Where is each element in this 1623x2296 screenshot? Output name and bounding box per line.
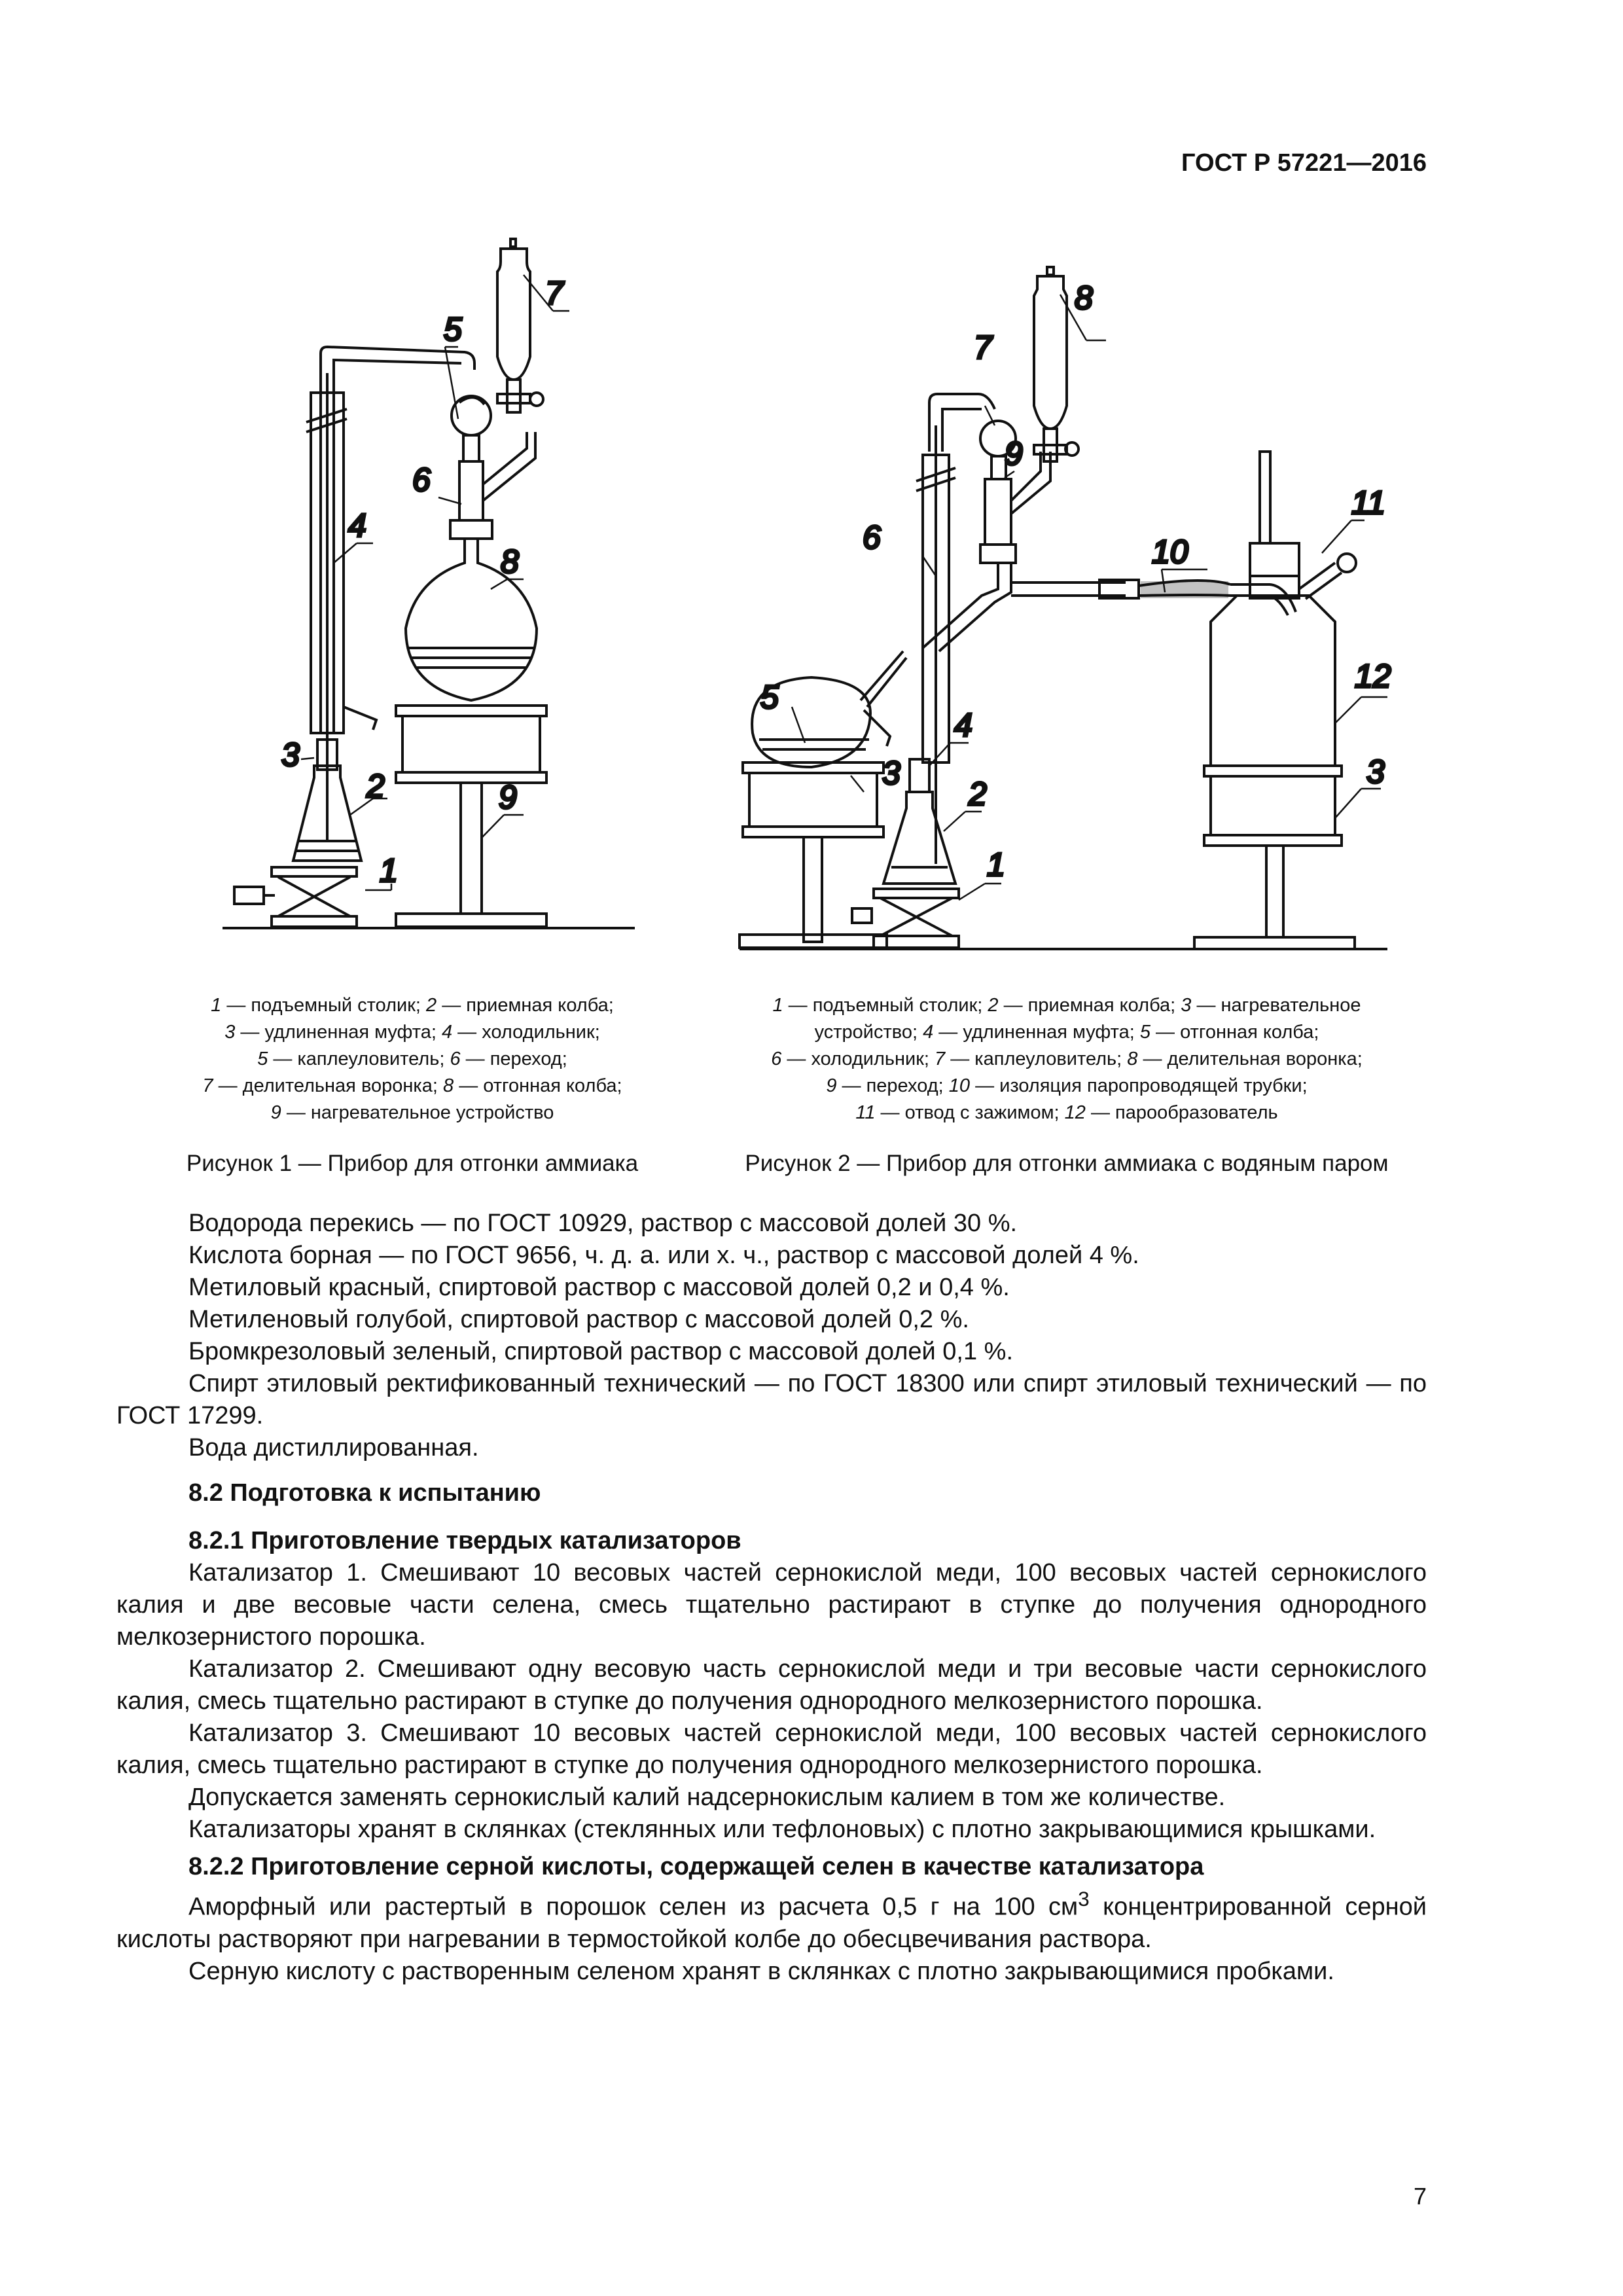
legend-text: — переход; [836,1075,949,1096]
legend-text: — переход; [460,1049,567,1069]
section-heading-8-2-2: 8.2.2 Приготовление серной кислоты, содержащей селен в качестве катализатора [188,1853,1204,1880]
legend-number: 6 [771,1049,782,1069]
legend-text: — делительная воронка; [213,1075,443,1096]
fig1-callout-5: 5 [444,311,462,348]
legend-number: 9 [826,1075,837,1096]
legend-number: 2 [988,995,999,1016]
legend-number: 5 [257,1049,268,1069]
figure-2-legend [707,992,1427,1126]
paragraph-allowed: Допускается заменять сернокислый калий надсернокислым калием в том же количестве. [188,1784,1226,1811]
legend-number: 8 [1127,1049,1138,1069]
legend-line [131,1073,694,1100]
page-number: 7 [1413,2183,1427,2210]
legend-text: — отгонная колба; [1150,1022,1319,1043]
reagent-line: Водорода перекись — по ГОСТ 10929, раствор с массовой долей 30 %. [188,1210,1018,1237]
paragraph-selenium [116,1883,1427,1956]
fig2-callout-5: 5 [760,679,779,715]
document-code: ГОСТ Р 57221—2016 [1181,149,1427,177]
legend-text: устройство; [814,1022,923,1043]
legend-line [707,992,1427,1019]
legend-line [707,1019,1427,1046]
body-text [116,1208,1427,1988]
legend-line [707,1046,1427,1073]
legend-text: — нагревательное устройство [281,1102,554,1123]
reagent-line: Метиловый красный, спиртовой раствор с массовой долей 0,2 и 0,4 %. [188,1274,1010,1301]
legend-text: — нагревательное [1191,995,1361,1016]
legend-line [707,1073,1427,1100]
legend-text: — подъемный столик; [783,995,988,1016]
fig2-callout-3-right: 3 [1366,753,1385,790]
legend-text: — отгонная колба; [454,1075,622,1096]
figure-2-caption: Рисунок 2 — Прибор для отгонки аммиака с водяным паром [745,1151,1389,1176]
fig2-callout-10: 10 [1152,533,1188,570]
legend-text: — изоляция паропроводящей трубки; [970,1075,1308,1096]
fig2-callout-6: 6 [863,519,881,556]
legend-text: — приемная колба; [437,995,614,1016]
legend-text: — отвод с зажимом; [875,1102,1065,1123]
legend-line [131,1046,694,1073]
figure-1-caption: Рисунок 1 — Прибор для отгонки аммиака [186,1151,639,1176]
paragraph-catalyst-1: Катализатор 1. Смешивают 10 весовых частей сернокислой меди, 100 весовых частей сернокислого калия и две весовые части селена, смесь тщательно растирают в ступке до получения однородного мелкозернистого порошка. [116,1559,1427,1651]
reagent-line: Метиленовый голубой, спиртовой раствор с массовой долей 0,2 %. [188,1306,969,1333]
section-heading-8-2-1: 8.2.1 Приготовление твердых катализаторов [188,1527,741,1554]
reagent-line: Спирт этиловый ректификованный технический — по ГОСТ 18300 или спирт этиловый технический — по ГОСТ 17299. [116,1370,1427,1429]
legend-number: 1 [772,995,783,1016]
fig1-callout-4: 4 [348,507,366,544]
fig1-callout-6: 6 [412,461,431,498]
fig1-callout-1: 1 [380,852,398,889]
fig2-callout-11: 11 [1351,484,1385,521]
fig1-callout-3: 3 [281,736,300,773]
legend-text: — приемная колба; [998,995,1181,1016]
legend-text: — каплеуловитель; [945,1049,1128,1069]
legend-number: 7 [202,1075,213,1096]
legend-line [707,1100,1427,1126]
legend-number: 10 [948,1075,971,1096]
reagent-line: Вода дистиллированная. [188,1434,479,1462]
fig2-callout-1: 1 [987,846,1005,883]
fig2-callout-4: 4 [954,707,972,744]
superscript-3: 3 [1078,1887,1090,1910]
legend-number: 4 [441,1022,453,1043]
paragraph-catalyst-3: Катализатор 3. Смешивают 10 весовых частей сернокислой меди, 100 весовых частей сернокислого калия, смесь тщательно растирают в ступке до получения однородного мелкозернистого порошка. [116,1719,1427,1779]
legend-number: 11 [855,1102,876,1123]
reagent-line: Бромкрезоловый зеленый, спиртовой раствор с массовой долей 0,1 %. [188,1338,1014,1365]
fig1-callout-2: 2 [366,768,385,804]
selenium-text-a: Аморфный или растертый в порошок селен из расчета 0,5 г на 100 см [188,1893,1079,1921]
legend-number: 8 [443,1075,454,1096]
fig2-callout-2: 2 [969,776,987,812]
legend-text: — каплеуловитель; [268,1049,450,1069]
legend-line [131,992,694,1019]
legend-line [131,1100,694,1126]
figure-1-legend [131,992,694,1126]
legend-number: 3 [224,1022,236,1043]
legend-number: 3 [1181,995,1192,1016]
fig1-callout-8: 8 [501,543,519,580]
legend-text: — делительная воронка; [1137,1049,1363,1069]
fig2-callout-8: 8 [1075,279,1093,316]
selenium-text-b: концентрированной серной кислоты растворяют при нагревании в термостойкой колбе до обесцвечивания раствора. [116,1893,1427,1953]
figure-2-apparatus [707,255,1440,962]
fig2-callout-9: 9 [1005,435,1023,472]
legend-number: 9 [270,1102,281,1123]
figure-1-apparatus [216,223,661,956]
paragraph-selenium-storage: Серную кислоту с растворенным селеном хранят в склянках с плотно закрывающимися пробками. [188,1957,1334,1985]
legend-number: 2 [426,995,437,1016]
fig2-callout-12: 12 [1355,658,1391,694]
paragraph-storage: Катализаторы хранят в склянках (стеклянных или тефлоновых) с плотно закрывающимися крышками. [188,1816,1376,1843]
legend-number: 6 [450,1049,461,1069]
legend-line [131,1019,694,1046]
paragraph-catalyst-2: Катализатор 2. Смешивают одну весовую часть сернокислой меди и три весовые части сернокислого калия, смесь тщательно растирают в ступке до получения однородного мелкозернистого порошка. [116,1655,1427,1715]
legend-number: 4 [923,1022,934,1043]
legend-text: — холодильник; [781,1049,935,1069]
fig1-callout-9: 9 [499,779,517,816]
legend-text: — удлиненная муфта; [235,1022,442,1043]
legend-text: — парообразователь [1085,1102,1278,1123]
fig2-callout-7: 7 [974,329,992,366]
legend-number: 12 [1064,1102,1086,1123]
fig2-callout-3-left: 3 [882,755,901,791]
reagent-line: Кислота борная — по ГОСТ 9656, ч. д. а. или х. ч., раствор с массовой долей 4 %. [188,1242,1139,1269]
section-heading-8-2: 8.2 Подготовка к испытанию [188,1479,541,1507]
legend-text: — подъемный столик; [221,995,427,1016]
legend-text: — удлиненная муфта; [933,1022,1140,1043]
legend-number: 7 [935,1049,946,1069]
fig1-callout-7: 7 [545,275,563,312]
legend-text: — холодильник; [452,1022,600,1043]
legend-number: 1 [211,995,222,1016]
legend-number: 5 [1139,1022,1150,1043]
